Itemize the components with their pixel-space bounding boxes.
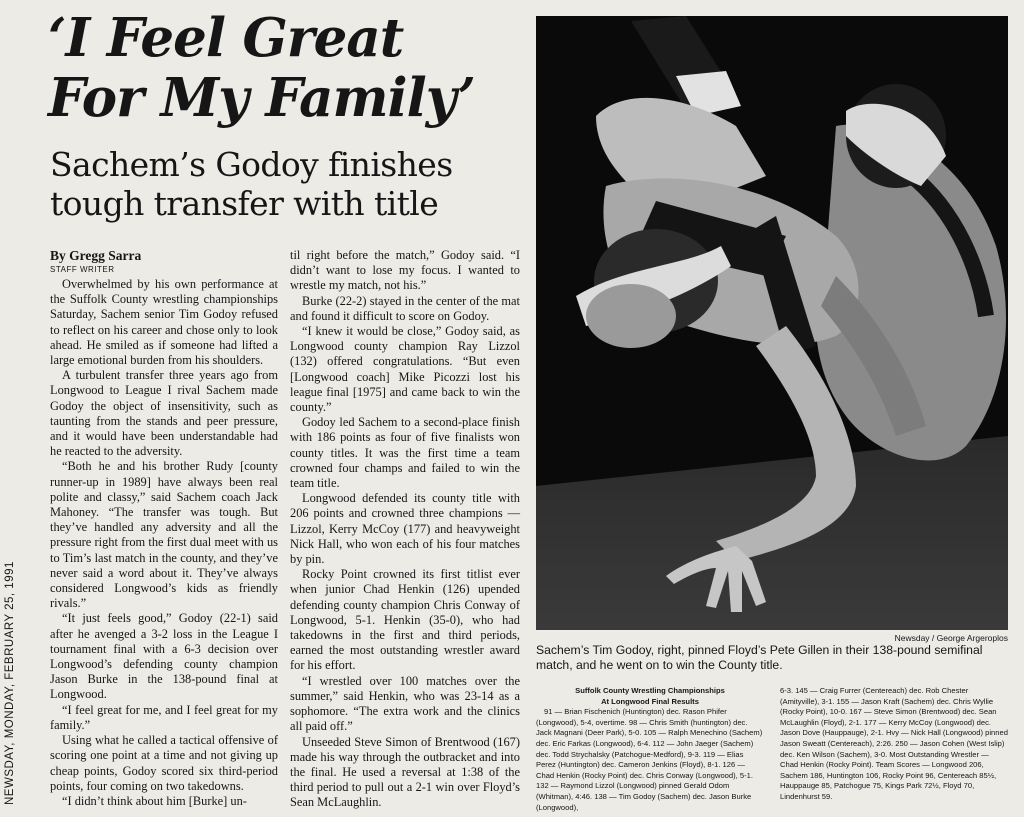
results-title: Suffolk County Wrestling Championships	[575, 686, 725, 695]
headline	[48, 8, 528, 128]
dateline: NEWSDAY, MONDAY, FEBRUARY 25, 1991	[4, 561, 16, 805]
article-paragraph: A turbulent transfer three years ago from Longwood to League I rival Sachem made Godoy the object of insensitivity, such as taunting from the stands and peer pressure, and it would have been understandable had he reacted to the adversity.	[50, 368, 278, 459]
article-paragraph: Longwood defended its county title with 206 points and crowned three champions — Lizzol, Kerry McCoy (177) and heavyweight Nick Hall, who won each of his four matches by pin.	[290, 491, 520, 567]
article-paragraph: Unseeded Steve Simon of Brentwood (167) made his way through the outbracket and into the final. He used a reversal at 1:38 of the third period to pull out a 2-1 win over Floyd’s Sean McLaughlin.	[290, 734, 520, 810]
photo-credit: Newsday / George Argeroplos	[894, 633, 1008, 643]
article-paragraph: “Both he and his brother Rudy [county runner-up in 1989] have always been real polite and classy,” said Sachem coach Jack Mahoney. “The transfer was tough. But they’ve handled any adversity and all the pressure right from the first dual meet with us to Tim’s last match in the county, and they’ve never said a word about it. They’ve always considered Longwood’s kids as friendly rivals.”	[50, 459, 278, 611]
results-column-1	[536, 686, 764, 813]
article-paragraph: “I feel great for me, and I feel great for my family.”	[50, 702, 278, 732]
subheadline-line-1: Sachem’s Godoy finishes	[50, 145, 453, 184]
article-paragraph: til right before the match,” Godoy said. “I didn’t want to lose my focus. I wanted to wrestle my match, not his.”	[290, 248, 520, 293]
photo-caption: Sachem’s Tim Godoy, right, pinned Floyd’s Pete Gillen in their 138-pound semifinal match, and he went on to win the County title.	[536, 643, 983, 672]
subheadline-line-2: tough transfer with title	[50, 184, 439, 223]
results-text: 6-3. 145 — Craig Furrer (Centereach) dec. Rob Chester (Amityville), 3-1. 155 — Jason Kraft (Sachem) dec. Chris Wyllie (Rocky Point), 10-0. 167 — Steve Simon (Brentwood) dec. Sean McLaughlin (Floyd), 2-1. 177 — Kerry McCoy (Longwood) dec. Jason Dove (Hauppauge), 2-1. Hvy — Nick Hall (Longwood) pinned Jason Sweatt (Centereach), 2:26. 250 — Jason Cohen (West Islip) dec. Ken Wilson (Sachem), 3-0. Most Outstanding Wrestler — Chad Henkin (Rocky Point). Team Scores — Longwood 206, Sachem 186, Huntington 106, Rocky Point 96, Centereach 85½, Hauppauge 85, Patchogue 75, Kings Park 72½, Floyd 70, Lindenhurst 59.	[780, 686, 1008, 801]
article-paragraph: Rocky Point crowned its first titlist ever when junior Chad Henkin (126) upended defending county champion Chris Conway of Longwood, 5-1. Henkin (35-0), who had takedowns in the first and third periods, earned the most outstanding wrestler award for his effort.	[290, 567, 520, 673]
byline-role: STAFF WRITER	[50, 265, 115, 274]
subheadline	[50, 145, 530, 223]
article-paragraph: Overwhelmed by his own performance at the Suffolk County wrestling championships Saturday, Sachem senior Tim Godoy refused to reflect on his career and chose only to look ahead. He smiled as if someone had lifted a large emotional burden from his shoulders.	[50, 277, 278, 368]
results-column-2	[780, 686, 1008, 803]
results-text: 91 — Brian Fischenich (Huntington) dec. Rason Phifer (Longwood), 5-4, overtime. 98 — Chris Smith (huntington) dec. Jack Magnani (Deer Park), 5-0. 105 — Ralph Menechino (Sachem) dec. Eric Farkas (Longwood), 6-4. 112 — John Jaeger (Sachem) dec. Todd Strychalsky (Patchogue-Medford), 9-3. 119 — Elias Perez (Huntington) dec. Cameron Jenkins (Floyd), 8-1. 126 — Chad Henkin (Rocky Point) dec. Chris Conway (Longwood), 5-1. 132 — Raymond Lizzol (Longwood) pinned Gerald Odom (Whitman), 4:46. 138 — Tim Godoy (Sachem) dec. Jason Burke (Longwood),	[536, 707, 763, 812]
article-paragraph: “I didn’t think about him [Burke] un-	[62, 793, 247, 808]
article-paragraph: “It just feels good,” Godoy (22-1) said after he avenged a 3-2 loss in the League I tournament final with a 6-3 decision over Longwood’s defending county champion Jason Burke in the 138-pound final at Longwood.	[50, 611, 278, 702]
article-paragraph: Burke (22-2) stayed in the center of the mat and found it difficult to score on Godoy.	[290, 293, 520, 323]
byline: By Gregg Sarra	[50, 248, 142, 263]
article-column-1	[50, 248, 278, 809]
wrestling-photo	[536, 16, 1008, 630]
article-paragraph: “I knew it would be close,” Godoy said, as Longwood county champion Ray Lizzol (132) offered congratulations. “But even [Longwood coach] Mike Picozzi lost his league final [1975] and came back to win the county.”	[290, 324, 520, 415]
results-subtitle: At Longwood Final Results	[601, 696, 699, 706]
headline-line-2: For My Family’	[48, 67, 475, 129]
article-column-2	[290, 248, 520, 811]
article-paragraph: “I wrestled over 100 matches over the summer,” said Henkin, who was 23-14 as a sophomore. “The extra work and the clinics all paid off.”	[290, 673, 520, 734]
article-paragraph: Using what he called a tactical offensive of scoring one point at a time and not giving up cheap points, Godoy scored six third-period points, four coming on two takedowns.	[50, 733, 278, 793]
article-paragraph: Godoy led Sachem to a second-place finish with 186 points as four of five finalists won county titles. It was the first time a team crowned four champs and failed to win the team title.	[290, 415, 520, 491]
wrestlers-illustration	[536, 16, 1008, 630]
headline-line-1: ‘I Feel Great	[48, 7, 404, 69]
